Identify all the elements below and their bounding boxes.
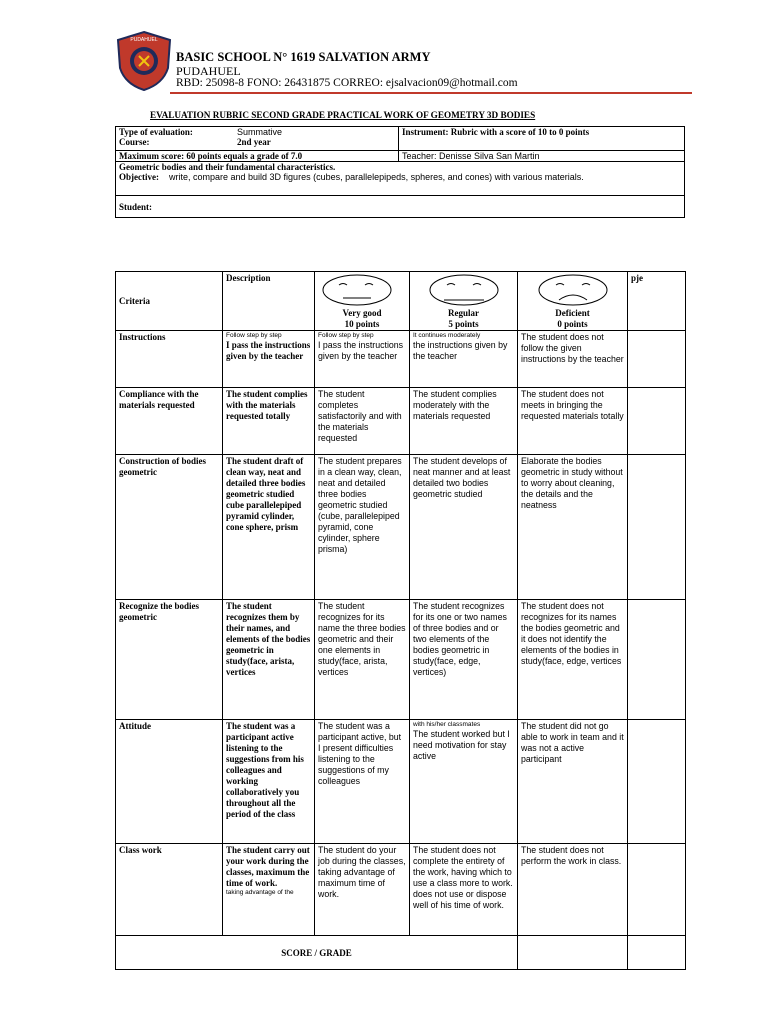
topic-text: Geometric bodies and their fundamental characteristics.: [119, 162, 336, 172]
regular-cell: The student develops of neat manner and at least detailed two bodies geometric studied: [413, 456, 511, 499]
very-good-cell: The student prepares in a clean way, clean, neat and detailed three bodies geometric studied (cube, parallelepiped pyramid, cone cylinder, sphere prisma): [318, 456, 402, 554]
criteria-cell: Compliance with the materials requested: [119, 389, 199, 410]
description-header: Description: [226, 273, 271, 283]
regular-label: Regular: [448, 308, 479, 318]
description-cell: The student complies with the materials requested totally: [226, 389, 308, 421]
rubric-row: [116, 720, 686, 844]
description-cell: I pass the instructions given by the teacher: [226, 340, 311, 361]
objective-text: write, compare and build 3D figures (cubes, parallelepipeds, spheres, and cones) with various materials.: [169, 172, 584, 182]
objective-label: Objective:: [119, 172, 159, 182]
score-total-cell[interactable]: [518, 936, 628, 970]
document-title: EVALUATION RUBRIC SECOND GRADE PRACTICAL WORK OF GEOMETRY 3D BODIES: [150, 110, 536, 120]
instrument-text: Instrument: Rubric with a score of 10 to 0 points: [402, 127, 590, 137]
regular-note: with his/her classmates: [413, 721, 481, 728]
course-label: Course:: [119, 137, 150, 147]
neutral-face-icon: [414, 272, 514, 308]
evaluation-info-table: [115, 126, 685, 218]
regular-points: 5 points: [448, 319, 479, 329]
deficient-cell: Elaborate the bodies geometric in study without to worry about cleaning, the details and the neatness: [521, 456, 623, 510]
score-cell[interactable]: [628, 600, 686, 720]
description-note: Follow step by step: [226, 332, 282, 339]
deficient-label: Deficient: [555, 308, 590, 318]
score-cell[interactable]: [628, 844, 686, 936]
rubric-table: [115, 271, 686, 970]
regular-cell: The student recognizes for its one or two names of three bodies and or two elements of the bodies geometric in study(face, edge, vertices): [413, 601, 507, 677]
deficient-cell: The student did not go able to work in team and it was not a active participant: [521, 721, 624, 764]
criteria-cell: Recognize the bodies geometric: [119, 601, 199, 622]
deficient-cell: The student does not recognizes for its names the bodies geometric and it does not identify the elements of the bodies in study(face, edge, vertices: [521, 601, 622, 666]
regular-cell: the instructions given by the teacher: [413, 340, 508, 361]
deficient-points: 0 points: [557, 319, 588, 329]
happy-face-icon: [317, 272, 407, 308]
very-good-cell: The student recognizes for its name the three bodies geometric and their one elements in study(face, arista, vertices: [318, 601, 406, 677]
very-good-label: Very good: [342, 308, 382, 318]
very-good-cell: The student was a participant active, but I present difficulties listening to the suggestions of my colleagues: [318, 721, 402, 786]
very-good-cell: I pass the instructions given by the teacher: [318, 340, 404, 361]
regular-note: It continues moderately: [413, 332, 481, 339]
rubric-footer-row: [116, 936, 686, 970]
student-label: Student:: [119, 201, 153, 212]
course-value: 2nd year: [237, 137, 271, 147]
rubric-row: [116, 388, 686, 455]
header-rule: [170, 92, 692, 94]
criteria-cell: Construction of bodies geometric: [119, 456, 207, 477]
criteria-header: Criteria: [119, 295, 150, 306]
score-cell[interactable]: [628, 388, 686, 455]
score-cell[interactable]: [628, 455, 686, 600]
score-cell[interactable]: [628, 331, 686, 388]
description-cell: The student draft of clean way, neat and detailed three bodies geometric studied cube parallelepiped pyramid cylinder, cone sphere, prism: [226, 456, 306, 532]
logo-text: PUDAHUEL: [130, 37, 158, 43]
max-score-text: Maximum score: 60 points equals a grade of 7.0: [119, 151, 303, 161]
school-commune: PUDAHUEL: [176, 64, 241, 78]
school-contact: RBD: 25098-8 FONO: 26431875 CORREO: ejsalvacion09@hotmail.com: [176, 77, 518, 89]
description-cell: The student carry out your work during the classes, maximum the time of work.: [226, 845, 310, 888]
deficient-cell: The student does not follow the given instructions by the teacher: [521, 332, 624, 364]
rubric-header-row: [116, 272, 686, 331]
rubric-row: [116, 844, 686, 936]
very-good-cell: The student completes satisfactorily and with the materials requested: [318, 389, 402, 443]
criteria-cell: Attitude: [119, 721, 151, 731]
regular-cell: The student worked but I need motivation for stay active: [413, 729, 510, 761]
type-value: Summative: [237, 127, 283, 137]
deficient-cell: The student does not perform the work in class.: [521, 845, 622, 866]
rubric-row: [116, 600, 686, 720]
regular-cell: The student complies moderately with the materials requested: [413, 389, 497, 421]
rubric-row: [116, 331, 686, 388]
grade-cell[interactable]: [628, 936, 686, 970]
teacher-text: Teacher: Denisse Silva San Martin: [402, 151, 540, 161]
description-cell: The student was a participant active listening to the suggestions from his colleagues and working collaboratively you throughout all the period of the class: [226, 721, 304, 819]
pje-header: pje: [631, 273, 643, 283]
sad-face-icon: [523, 272, 623, 308]
type-label: Type of evaluation:: [119, 127, 193, 137]
school-name: BASIC SCHOOL N° 1619 SALVATION ARMY: [176, 50, 431, 64]
rubric-row: [116, 455, 686, 600]
regular-cell: The student does not complete the entirety of the work, having which to use a class more to work. does not use or dispose well of his time of work.: [413, 845, 513, 910]
criteria-cell: Class work: [119, 845, 162, 855]
description-note: taking advantage of the: [226, 889, 294, 896]
very-good-cell: The student do your job during the classes, taking advantage of maximum time of work.: [318, 845, 406, 899]
very-good-note: Follow step by step: [318, 332, 374, 339]
very-good-points: 10 points: [344, 319, 380, 329]
score-grade-label: SCORE / GRADE: [281, 947, 352, 958]
description-cell: The student recognizes them by their names, and elements of the bodies geometric in study(face, arista, vertices: [226, 601, 311, 677]
criteria-cell: Instructions: [119, 332, 166, 342]
deficient-cell: The student does not meets in bringing the requested materials totally: [521, 389, 624, 421]
school-logo: [115, 30, 173, 92]
score-cell[interactable]: [628, 720, 686, 844]
